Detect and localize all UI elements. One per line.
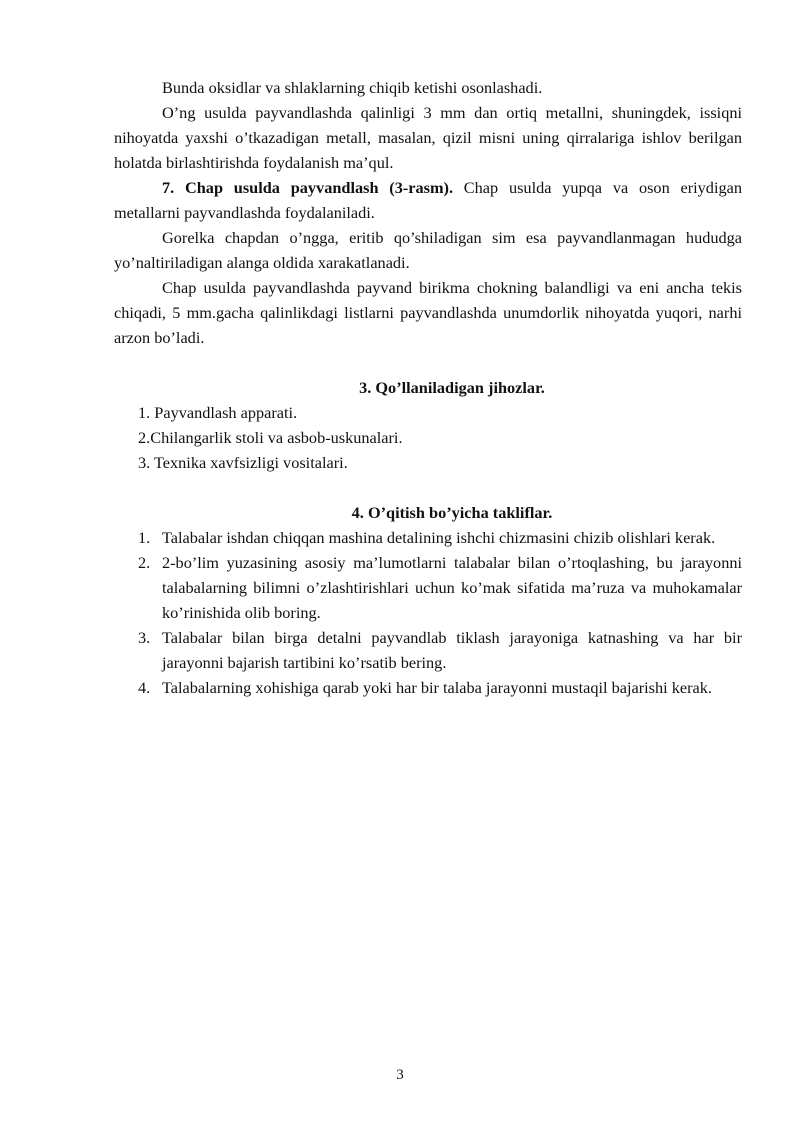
equipment-item: 1. Payvandlash apparati. [138,403,298,422]
recommendation-text: Talabalar bilan birga detalni payvandlab tiklash jarayoniga katnashing va har bir jarayonni bajarish tartibini ko’rsatib bering. [162,628,742,672]
equipment-item: 2.Chilangarlik stoli va asbob-uskunalari. [138,428,403,447]
document-page [114,75,742,700]
recommendation-text: Talabalar ishdan chiqqan mashina detalining ishchi chizmasini chizib olishlari kerak. [162,528,716,547]
recommendation-number: 3. [138,628,151,647]
recommendation-number: 2. [138,553,151,572]
recommendation-text: Talabalarning xohishiga qarab yoki har bir talaba jarayonni mustaqil bajarishi kerak. [162,678,712,697]
paragraph-left-method [114,175,742,225]
section-7-heading: 7. Chap usulda payvandlash (3-rasm). [162,178,454,197]
recommendations-list [114,525,742,700]
recommendation-text: 2-bo’lim yuzasining asosiy ma’lumotlarni talabalar bilan o’rtoqlashing, bu jarayonni talabalarning bilimni o’zlashtirishlari uchun ko’mak sifatida ma’ruza va muhokamalar ko’rinishida olib boring. [162,553,742,622]
blank-line [114,475,742,500]
recommendation-number: 4. [138,678,151,697]
equipment-heading: 3. Qo’llaniladigan jihozlar. [359,378,545,397]
blank-line [114,350,742,375]
equipment-list [114,400,742,475]
paragraph-right-method: O’ng usulda payvandlashda qalinligi 3 mm dan ortiq metallni, shuningdek, issiqni nihoyatda yaxshi o’tkazadigan metall, masalan, qizil misni uning qirralariga ishlov berilgan holatda birlashtirishda foydalanish ma’qul. [114,103,742,172]
paragraph-left-method-benefits: Chap usulda payvandlashda payvand birikma chokning balandligi va eni ancha tekis chiqadi, 5 mm.gacha qalinlikdagi listlarni payvandlashda unumdorlik nihoyatda yuqori, narhi arzon bo’ladi. [114,278,742,347]
section-7-text: Chap usulda yupqa va oson eriydigan metallarni payvandlashda foydalaniladi. [114,178,742,222]
recommendation-item [114,525,742,550]
paragraph-oxides: Bunda oksidlar va shlaklarning chiqib ketishi osonlashadi. [162,78,543,97]
paragraph-torch-direction: Gorelka chapdan o’ngga, eritib qo’shiladigan sim esa payvandlanmagan hududga yo’naltiriladigan alanga oldida xarakatlanadi. [114,228,742,272]
equipment-item: 3. Texnika xavfsizligi vositalari. [138,453,348,472]
page-number: 3 [396,1067,404,1083]
recommendation-item [114,675,742,700]
recommendation-item [114,550,742,625]
recommendation-number: 1. [138,528,151,547]
recommendation-item [114,625,742,675]
recommendations-heading: 4. O’qitish bo’yicha takliflar. [351,503,553,522]
